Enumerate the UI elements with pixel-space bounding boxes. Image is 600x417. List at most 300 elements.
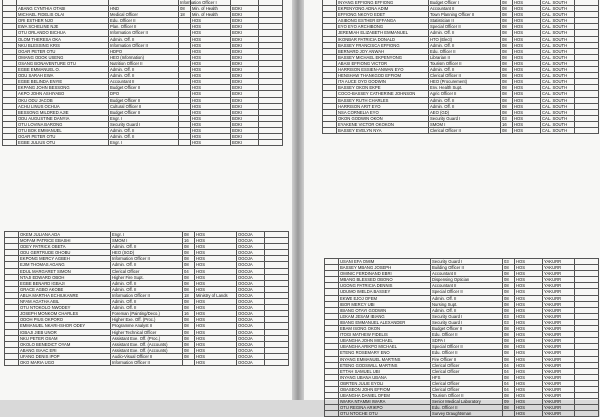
ministry-cell: HOS — [195, 317, 237, 323]
grade-cell: 08 — [503, 356, 515, 362]
lga-cell: YAKURR — [543, 374, 575, 380]
ministry-cell: HOS — [515, 332, 543, 338]
table-row — [5, 335, 289, 341]
lga-cell: BOKI — [231, 109, 259, 115]
grade-cell: 08 — [501, 97, 513, 103]
ministry-cell: HOS — [515, 283, 543, 289]
grade-cell: 18 — [179, 12, 191, 18]
lga-cell: BOKI — [231, 73, 259, 79]
lga-cell: CAL. SOUTH — [541, 103, 575, 109]
ministry-cell: HOS — [191, 18, 231, 24]
name-cell: ABUA MARTHA ECHIUKANRE — [19, 292, 111, 298]
remark-cell — [265, 359, 289, 365]
lga-cell: CAL. SOUTH — [541, 48, 575, 54]
ministry-cell: HOS — [515, 307, 543, 313]
lga-cell: YAKURR — [543, 356, 575, 362]
ministry-cell: HOS — [191, 109, 231, 115]
remark-cell — [575, 411, 599, 417]
ministry-cell: HOS — [513, 115, 541, 121]
grade-cell: 08 — [503, 289, 515, 295]
name-cell: ETENG ROSEMARY ENO — [339, 350, 431, 356]
name-cell: NKU BLESSING KRIS — [17, 42, 109, 48]
grade-cell: 08 — [501, 73, 513, 79]
ministry-cell: HOS — [513, 42, 541, 48]
table-row — [3, 140, 283, 146]
name-cell: ODU GERTRUDE OHOBU — [19, 250, 111, 256]
lga-cell: OGOJA — [237, 292, 265, 298]
ministry-cell: HOS — [195, 262, 237, 268]
lga-cell: OGOJA — [237, 341, 265, 347]
lga-cell: OGOJA — [237, 353, 265, 359]
ministry-cell: Ministry of Lands — [195, 292, 237, 298]
lga-cell: YAKURR — [543, 344, 575, 350]
table-row — [323, 12, 599, 18]
ministry-cell: HOS — [513, 73, 541, 79]
ministry-cell: HOS — [515, 350, 543, 356]
lga-cell: YAKURR — [543, 277, 575, 283]
name-cell: MOFAM PATRICE EBASHI — [19, 238, 111, 244]
grade-cell — [503, 411, 515, 417]
name-cell: EGBE BENARD IGBAJI — [19, 280, 111, 286]
rank-cell: Librarian II — [429, 54, 501, 60]
rank-cell: Env. Health Supt. — [429, 85, 501, 91]
name-cell: ITA AUCE OYO GODWIN — [337, 79, 429, 85]
rank-cell: Engr. I — [111, 232, 183, 238]
ministry-cell: HOS — [195, 329, 237, 335]
rank-cell: Information Officer II — [109, 30, 179, 36]
lga-cell: CAL. SOUTH — [541, 127, 575, 133]
rank-cell: Admin. Off. II — [109, 67, 179, 73]
lga-cell: BOKI — [231, 30, 259, 36]
rank-cell: Admin. Off. II — [111, 280, 183, 286]
grade-cell: 08 — [501, 91, 513, 97]
name-cell: NTAJI EDWARD OBOH — [19, 274, 111, 280]
rank-cell: HFS — [431, 374, 503, 380]
name-cell: USANI EFA OMIM — [339, 259, 431, 265]
grade-cell: 03 — [503, 259, 515, 265]
grade-cell: 08 — [501, 30, 513, 36]
ministry-cell: HOS — [513, 103, 541, 109]
table-row — [5, 347, 289, 353]
grade-cell: 04 — [503, 386, 515, 392]
ministry-cell: HOS — [515, 356, 543, 362]
rank-cell: Edu. Officer II — [431, 405, 503, 411]
name-cell: EYO EYO ARCHIBONG — [337, 24, 429, 30]
lga-cell: YAKURR — [543, 301, 575, 307]
name-cell: NKU PETER OSAM — [19, 335, 111, 341]
rank-cell: SDPA I — [431, 338, 503, 344]
name-cell: EKPENYONG ADNA ADIM — [337, 6, 429, 12]
ministry-cell: HOS — [515, 259, 543, 265]
grade-cell: 08 — [503, 326, 515, 332]
name-cell: ACHU LINUS OCHUA — [17, 103, 109, 109]
grade-cell: 08 — [501, 54, 513, 60]
lga-cell: BOKI — [231, 18, 259, 24]
table-row — [5, 317, 289, 323]
grade-cell: 08 — [501, 127, 513, 133]
lga-cell: OGOJA — [237, 347, 265, 353]
name-cell: OTU ORLANDO BICHUA — [17, 30, 109, 36]
ministry-cell: HOS — [513, 91, 541, 97]
table-row — [5, 329, 289, 335]
lga-cell: OGOJA — [237, 274, 265, 280]
ministry-cell: HOS — [513, 60, 541, 66]
right-bottom-table — [324, 258, 599, 417]
ministry-cell: HOS — [195, 299, 237, 305]
grade-cell: 03 — [503, 319, 515, 325]
rank-cell: Senior Medical Laboratory — [431, 399, 503, 405]
table-row — [5, 311, 289, 317]
ministry-cell: HOS — [191, 115, 231, 121]
rank-cell: Admin. Off. II — [429, 30, 501, 36]
ministry-cell: HOS — [515, 393, 543, 399]
name-cell: GRACE AGBO AKOBE — [19, 286, 111, 292]
serial-cell — [323, 127, 337, 133]
name-cell: OTU NTOCHE OTU — [339, 411, 431, 417]
lga-cell: BOKI — [231, 60, 259, 66]
name-cell: ODU SARAH EWA — [17, 73, 109, 79]
grade-cell — [179, 140, 191, 146]
ministry-cell: HOS — [195, 256, 237, 262]
grade-cell: 08 — [503, 307, 515, 313]
lga-cell: YAKURR — [543, 350, 575, 356]
name-cell: BASSEY RUTH CHARLES — [337, 97, 429, 103]
ministry-cell: HOS — [513, 85, 541, 91]
ministry-cell: Min. of Health — [191, 12, 231, 18]
grade-cell: 08 — [183, 244, 195, 250]
ministry-cell: HOS — [191, 134, 231, 140]
name-cell: BASSEY MBANG JOSEPH — [339, 265, 431, 271]
grade-cell: 08 — [183, 329, 195, 335]
name-cell: OTU BOK EMMANUEL — [17, 127, 109, 133]
ministry-cell: HOS — [515, 265, 543, 271]
lga-cell: BOKI — [231, 42, 259, 48]
grade-cell: 08 — [503, 332, 515, 338]
name-cell: OKOLO BENEDICT OYAM — [19, 341, 111, 347]
rank-cell: HTO (Elect) — [429, 36, 501, 42]
rank-cell: Clerical Officer — [431, 362, 503, 368]
lga-cell: YAKURR — [543, 295, 575, 301]
name-cell: UDUMO IMELDA BASSEY — [339, 289, 431, 295]
grade-cell: 08 — [503, 277, 515, 283]
grade-cell: 08 — [183, 341, 195, 347]
rank-cell: Admin. Off. II — [429, 42, 501, 48]
rank-cell: Admin. Off. II — [111, 244, 183, 250]
name-cell: OKEM JULIANA ADA — [19, 232, 111, 238]
ministry-cell: HOS — [191, 127, 231, 133]
lga-cell: BOKI — [231, 134, 259, 140]
rank-cell: Admin. Off. II — [109, 127, 179, 133]
name-cell: IBIANG EMMANUEL ALEXANDER — [339, 319, 431, 325]
ministry-cell: HOS — [513, 12, 541, 18]
rank-cell: Clerical Officer II — [429, 73, 501, 79]
lga-cell: OGOJA — [237, 244, 265, 250]
table-row — [325, 326, 599, 332]
lga-cell: YAKURR — [543, 368, 575, 374]
rank-cell: Admin. Off. II — [111, 262, 183, 268]
rank-cell: Admin. Off. II — [109, 36, 179, 42]
rank-cell: Assistant Exe. Off. (Accounts) — [111, 347, 183, 353]
right-page — [304, 0, 600, 417]
lga-cell: CAL. SOUTH — [541, 30, 575, 36]
lga-cell: YAKURR — [543, 289, 575, 295]
ministry-cell: HOS — [195, 335, 237, 341]
grade-cell: 16 — [183, 238, 195, 244]
name-cell: NFAM AGATHA ABIL — [19, 299, 111, 305]
rank-cell: Foreman (Painting/Deco.) — [111, 311, 183, 317]
table-row — [323, 79, 599, 85]
grade-cell: 08 — [183, 323, 195, 329]
grade-cell: 08 — [501, 85, 513, 91]
lga-cell: YAKURR — [543, 326, 575, 332]
ministry-cell: HOS — [191, 42, 231, 48]
table-row — [323, 127, 599, 133]
lga-cell: BOKI — [231, 79, 259, 85]
ministry-cell: HOS — [515, 289, 543, 295]
name-cell: OGAR PETER OTU — [17, 134, 109, 140]
rank-cell: Programme Analyst II — [111, 323, 183, 329]
ministry-cell: HOS — [513, 48, 541, 54]
lga-cell: BOKI — [231, 12, 259, 18]
serial-cell — [325, 411, 339, 417]
lga-cell: BOKI — [231, 54, 259, 60]
lga-cell: YAKURR — [543, 393, 575, 399]
name-cell: EWA SCHELINE NJE — [17, 24, 109, 30]
lga-cell: CAL. SOUTH — [541, 121, 575, 127]
table-row — [5, 323, 289, 329]
name-cell: UBANGHA DANIEL OFEM — [339, 393, 431, 399]
name-cell: INYANG EMMANUEL MARTINS — [339, 356, 431, 362]
table-row — [3, 60, 283, 66]
lga-cell: YAKURR — [543, 411, 575, 417]
rank-cell: Budget Officer II — [109, 85, 179, 91]
lga-cell: OGOJA — [237, 323, 265, 329]
rank-cell: Higher Exe. Off. (Proc.) — [111, 317, 183, 323]
rank-cell: HEO (Procurement) — [429, 79, 501, 85]
name-cell: OTU NTOKOLO NWODEY — [19, 305, 111, 311]
grade-cell: 08 — [503, 344, 515, 350]
name-cell: ODEY PATRICK OBETA — [19, 244, 111, 250]
rank-cell: Budget Officer I — [429, 0, 501, 6]
grade-cell: 08 — [503, 374, 515, 380]
name-cell: OKU ODU JACOB — [17, 97, 109, 103]
lga-cell: CAL. SOUTH — [541, 0, 575, 6]
right-top-table — [322, 0, 599, 134]
rank-cell: SMOM I — [111, 238, 183, 244]
lga-cell: OGOJA — [237, 359, 265, 365]
name-cell: OTU LOVINA BARONG — [17, 121, 109, 127]
grade-cell: 08 — [501, 60, 513, 66]
name-cell: UFANG DENIS IPOP — [19, 353, 111, 359]
rank-cell: Edu. Officer II — [429, 48, 501, 54]
table-row — [325, 289, 599, 295]
lga-cell: CAL. SOUTH — [541, 115, 575, 121]
name-cell: EBAM ISONG OKON — [339, 326, 431, 332]
grade-cell: 08 — [183, 335, 195, 341]
name-cell: OBRTEN JULIE EYOLI — [339, 380, 431, 386]
name-cell: OLOM THERESA OKA — [17, 36, 109, 42]
name-cell: EKWE EJOJ OFEM — [339, 295, 431, 301]
name-cell: OSANG BONAVENTURE OTU — [17, 60, 109, 66]
grade-cell: 08 — [183, 299, 195, 305]
ministry-cell: HOS — [513, 54, 541, 60]
grade-cell: 08 — [183, 262, 195, 268]
table-row — [5, 359, 289, 365]
rank-cell: HDPO — [109, 48, 179, 54]
name-cell: LEKAM JESAM IBIANG — [339, 313, 431, 319]
ministry-cell: HOS — [513, 97, 541, 103]
ministry-cell: HOS — [515, 411, 543, 417]
rank-cell: Fire Officer II — [431, 356, 503, 362]
ministry-cell: HOS — [515, 319, 543, 325]
rank-cell: Admin. Off. II — [431, 307, 503, 313]
table-row — [323, 73, 599, 79]
lga-cell: BOKI — [231, 115, 259, 121]
name-cell: ITOGI MATHEW FIDELIS — [339, 332, 431, 338]
ministry-cell: HOS — [515, 344, 543, 350]
rank-cell: Security Guard I — [431, 319, 503, 325]
lga-cell: BOKI — [231, 6, 259, 12]
ministry-cell: HOS — [195, 305, 237, 311]
ministry-cell: HOS — [191, 103, 231, 109]
rank-cell: Admin. Off. II — [111, 299, 183, 305]
lga-cell: CAL. SOUTH — [541, 18, 575, 24]
name-cell: ABANG CYNTHIA OTABI — [17, 6, 109, 12]
table-row — [325, 393, 599, 399]
ministry-cell: HOS — [191, 121, 231, 127]
book-gutter — [292, 0, 304, 400]
rank-cell: Higher Technical Officer — [111, 329, 183, 335]
name-cell: OMANG ODOK USENG — [17, 54, 109, 60]
grade-cell: 08 — [503, 301, 515, 307]
rank-cell: Admin. Off. II — [111, 305, 183, 311]
lga-cell: OGOJA — [237, 305, 265, 311]
ministry-cell: HOS — [191, 24, 231, 30]
grade-cell: 08 — [503, 265, 515, 271]
table-row — [325, 411, 599, 417]
name-cell: ETTAH SAMUEL UBI — [339, 368, 431, 374]
ministry-cell: HOS — [195, 232, 237, 238]
lga-cell: CAL. SOUTH — [541, 91, 575, 97]
lga-cell: BOKI — [231, 127, 259, 133]
ministry-cell: HOS — [515, 362, 543, 368]
table-row — [325, 259, 599, 265]
rank-cell: Admin. Off. II — [109, 73, 179, 79]
grade-cell: 08 — [501, 0, 513, 6]
name-cell: IBOR MERCY UBI — [339, 301, 431, 307]
grade-cell: 18 — [183, 292, 195, 298]
ministry-cell: HOS — [515, 295, 543, 301]
lga-cell: CAL. SOUTH — [541, 97, 575, 103]
grade-cell: 08 — [501, 79, 513, 85]
lga-cell: CAL. SOUTH — [541, 6, 575, 12]
ministry-cell: HOS — [191, 97, 231, 103]
lga-cell: YAKURR — [543, 265, 575, 271]
lga-cell: YAKURR — [543, 399, 575, 405]
grade-cell: 08 — [183, 353, 195, 359]
lga-cell: OGOJA — [237, 232, 265, 238]
lga-cell: BOKI — [231, 140, 259, 146]
ministry-cell: HOS — [195, 244, 237, 250]
ministry-cell: HOS — [515, 301, 543, 307]
name-cell: UBANGHA JOHN MICHAEL — [339, 338, 431, 344]
rank-cell: SMOM I — [429, 121, 501, 127]
name-cell: JOSEPH MONKOM CHARLES — [19, 311, 111, 317]
name-cell: IWARA NTAMMI IWARA — [339, 399, 431, 405]
ministry-cell: HOS — [191, 36, 231, 42]
grade-cell: 16 — [183, 311, 195, 317]
remark-cell — [575, 127, 599, 133]
rank-cell: HEO (Information) — [109, 54, 179, 60]
ministry-cell: HOS — [195, 286, 237, 292]
rank-cell: Special Officer II — [431, 289, 503, 295]
grade-cell: 08 — [179, 6, 191, 12]
lga-cell: OGOJA — [237, 280, 265, 286]
name-cell: AKPO JOHN ASHIYABO — [17, 91, 109, 97]
ministry-cell: HOS — [513, 36, 541, 42]
ministry-cell: HOS — [191, 85, 231, 91]
lga-cell: CAL. SOUTH — [541, 73, 575, 79]
ministry-cell: HOS — [515, 380, 543, 386]
name-cell: INYANG UBANA UBANA — [339, 374, 431, 380]
rank-cell: Clerical Officer — [431, 380, 503, 386]
name-cell: OGAR PETER OTU — [17, 48, 109, 54]
name-cell: IKONBAR PATRICIA DONALD — [337, 36, 429, 42]
table-row — [325, 313, 599, 319]
rank-cell: Cultural Officer II — [109, 103, 179, 109]
grade-cell: 08 — [183, 274, 195, 280]
lga-cell: OGOJA — [237, 317, 265, 323]
grade-cell: 08 — [503, 393, 515, 399]
grade-cell: 08 — [503, 350, 515, 356]
rank-cell: Special Officer II — [431, 344, 503, 350]
name-cell: HENSHAW THANKGOD EFFIOM — [337, 73, 429, 79]
serial-cell — [5, 359, 19, 365]
grade-cell: 09 — [503, 399, 515, 405]
grade-cell: 04 — [183, 268, 195, 274]
name-cell: OBASEON JOHN EFFIOM — [339, 386, 431, 392]
name-cell: UBANGHA ARIKPO MICHAEL — [339, 344, 431, 350]
name-cell: EGBE EMMANUEL O. — [17, 67, 109, 73]
grade-cell: 08 — [501, 12, 513, 18]
lga-cell: BOKI — [231, 85, 259, 91]
name-cell: BASSEY OKON EKPE — [337, 85, 429, 91]
rank-cell: Admin. Off. II — [429, 67, 501, 73]
name-cell: IGBAJI JIEB UNOR — [19, 329, 111, 335]
grade-cell: 08 — [501, 48, 513, 54]
lga-cell: BOKI — [231, 67, 259, 73]
ministry-cell: HOS — [191, 67, 231, 73]
ministry-cell: HOS — [515, 338, 543, 344]
grade-cell: 08 — [183, 305, 195, 311]
rank-cell: Information Officer II — [111, 292, 183, 298]
rank-cell: Security Guard I — [431, 259, 503, 265]
name-cell: OKON GODWIN OKON — [337, 115, 429, 121]
rank-cell: Security Guard I — [429, 115, 501, 121]
ministry-cell: HOS — [513, 18, 541, 24]
rank-cell: Assistant Exe. Off. (Proc.) — [111, 335, 183, 341]
grade-cell: 08 — [501, 109, 513, 115]
lga-cell: CAL. SOUTH — [541, 109, 575, 115]
name-cell: ABANG ISAAC ERI — [19, 347, 111, 353]
lga-cell: CAL. SOUTH — [541, 67, 575, 73]
ministry-cell: HOS — [513, 121, 541, 127]
table-row — [325, 277, 599, 283]
ministry-cell: HOS — [195, 323, 237, 329]
table-row — [325, 344, 599, 350]
grade-cell: 03 — [503, 313, 515, 319]
rank-cell: Clerical Officer — [431, 368, 503, 374]
